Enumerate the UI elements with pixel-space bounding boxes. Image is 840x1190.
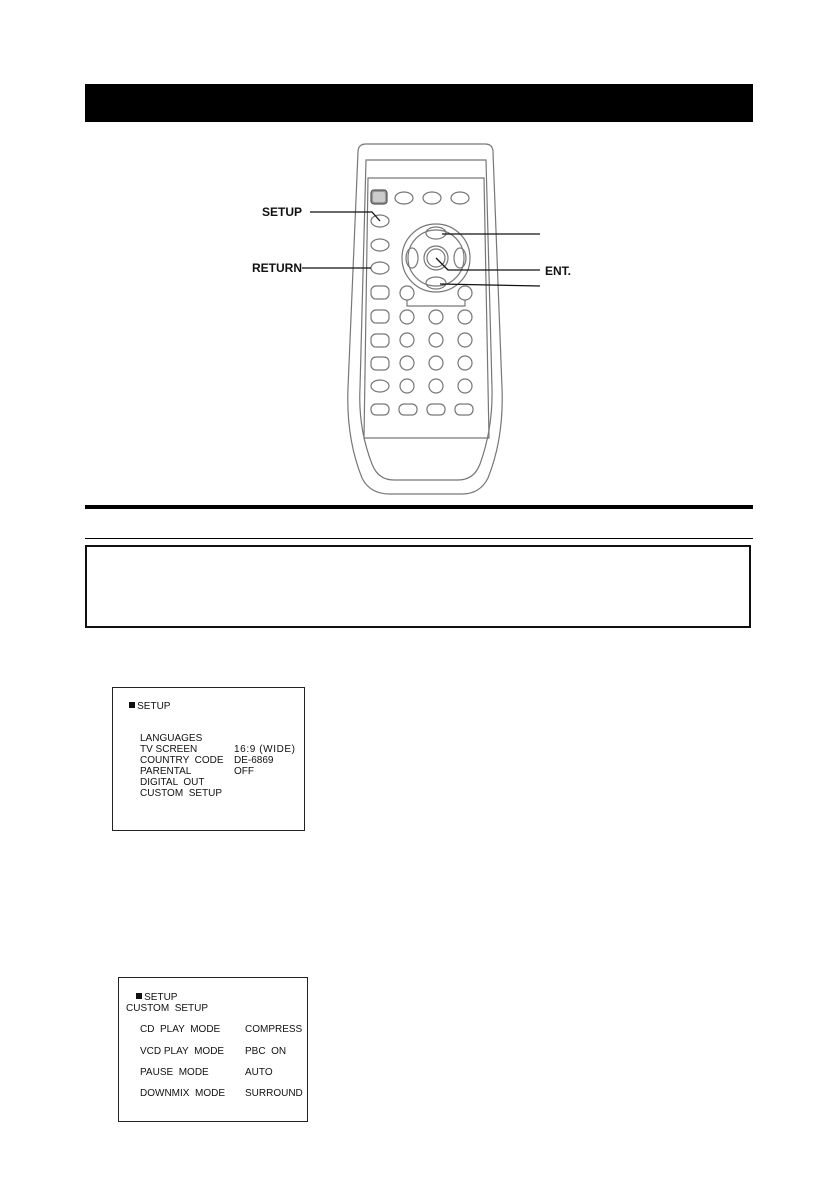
menu-item-label: CD PLAY MODE [140,1024,221,1035]
menu-item-value: AUTO [245,1067,273,1078]
menu-item-label: DOWNMIX MODE [140,1088,225,1099]
menu-item-value: SURROUND [245,1088,303,1099]
menu-item-value: DE-6869 [234,755,274,766]
return-callout-label: RETURN [252,261,302,275]
screen-subtitle: CUSTOM SETUP [126,1003,209,1014]
square-bullet-icon [129,702,135,708]
menu-item-label: CUSTOM SETUP [140,788,223,799]
menu-item-value: 16:9 (WIDE) [234,744,296,755]
setup-menu-screen [112,687,305,831]
square-bullet-icon [136,993,142,999]
section-divider-thin [85,538,753,539]
menu-item-label: VCD PLAY MODE [140,1046,225,1057]
menu-item-value: OFF [234,766,254,777]
menu-item-label: TV SCREEN [140,744,198,755]
screen-title: SETUP [125,983,177,1013]
menu-item-label: COUNTRY CODE [140,755,224,766]
note-box [85,545,751,628]
setup-callout-label: SETUP [262,205,303,219]
menu-item-label: LANGUAGES [140,733,203,744]
enter-callout-label: ENT. [545,264,572,278]
menu-item-label: PAUSE MODE [140,1067,209,1078]
menu-item-value: PBC ON [245,1046,287,1057]
remote-control-illustration [240,138,580,498]
menu-item-label: DIGITAL OUT [140,777,205,788]
section-divider-thick [85,505,753,509]
menu-item-value: COMPRESS [245,1024,303,1035]
menu-item-label: PARENTAL [140,766,192,777]
screen-title: SETUP [118,692,170,722]
custom-setup-screen [118,977,308,1122]
section-header-bar [85,84,753,122]
